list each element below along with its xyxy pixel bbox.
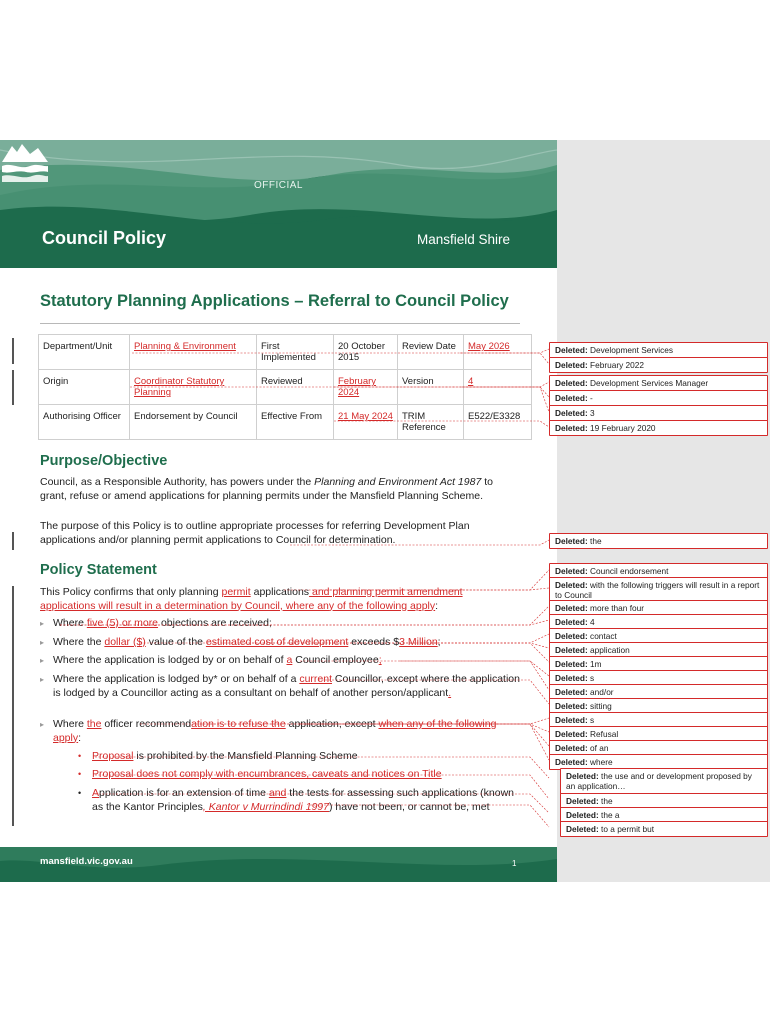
comment-label: Deleted: bbox=[555, 729, 588, 739]
text-run: Where bbox=[53, 617, 87, 629]
inserted-text: and bbox=[268, 787, 287, 799]
inserted-text: ation is to refuse the bbox=[191, 718, 286, 730]
comment-label: Deleted: bbox=[555, 423, 588, 433]
inserted-text: and planning permit amendment applications will result in a determination by Council, where any of the following apply bbox=[40, 586, 463, 612]
table-cell: Endorsement by Council bbox=[130, 405, 257, 440]
text-run: Council employee bbox=[292, 654, 379, 666]
policy-statement-heading: Policy Statement bbox=[40, 562, 157, 578]
change-bar bbox=[12, 370, 14, 405]
table-cell bbox=[464, 335, 532, 370]
table-cell: Department/Unit bbox=[39, 335, 130, 370]
comment-label: Deleted: bbox=[555, 378, 588, 388]
comment-text: application bbox=[590, 645, 630, 655]
inserted-text: current bbox=[299, 673, 333, 685]
text-run: the tests for assessing such applications (known as the Kantor Principles bbox=[92, 787, 515, 813]
inserted-text: . bbox=[448, 686, 452, 699]
footer-website: mansfield.vic.gov.au bbox=[40, 856, 133, 867]
table-cell: 20 October 2015 bbox=[334, 335, 398, 370]
comment-text: of an bbox=[590, 743, 609, 753]
comment-label: Deleted: bbox=[555, 659, 588, 669]
table-cell bbox=[334, 370, 398, 405]
inserted-text: Proposal does not comply with encumbrances, caveats and notices on Title bbox=[92, 768, 442, 780]
act-title: Planning and Environment Act 1987 bbox=[314, 476, 482, 488]
comment-label: Deleted: bbox=[566, 796, 599, 806]
text-run: : bbox=[435, 599, 439, 612]
bullet-arrow-icon: ▸ bbox=[40, 619, 45, 628]
comment-text: s bbox=[590, 673, 595, 683]
comment-text: the bbox=[601, 796, 613, 806]
comment-label: Deleted: bbox=[555, 360, 588, 370]
comment-text: 19 February 2020 bbox=[590, 423, 656, 433]
deleted-comment[interactable] bbox=[560, 768, 768, 794]
list-item bbox=[40, 636, 520, 650]
table-row bbox=[39, 405, 532, 440]
table-row bbox=[39, 370, 532, 405]
comment-label: Deleted: bbox=[555, 580, 588, 590]
comment-text: s bbox=[590, 715, 595, 725]
deleted-comment[interactable] bbox=[549, 405, 768, 421]
comment-text: 4 bbox=[590, 617, 595, 627]
table-cell bbox=[334, 405, 398, 440]
text-run: This Policy confirms that only planning bbox=[40, 586, 222, 598]
table-cell: First Implemented bbox=[257, 335, 334, 370]
bullet-arrow-icon: ▸ bbox=[40, 656, 45, 665]
inserted-text: the bbox=[86, 718, 102, 730]
comment-text: Council endorsement bbox=[590, 566, 669, 576]
inserted-text: ; bbox=[378, 654, 382, 666]
table-cell: E522/E3328 bbox=[464, 405, 532, 440]
text-run: officer recommend bbox=[101, 718, 192, 730]
sub-list-item bbox=[78, 787, 523, 814]
table-row bbox=[39, 335, 532, 370]
bullet-arrow-icon: ▸ bbox=[40, 675, 45, 684]
comment-text: Development Services bbox=[590, 345, 674, 355]
comment-text: contact bbox=[590, 631, 617, 641]
comment-label: Deleted: bbox=[555, 701, 588, 711]
comment-label: Deleted: bbox=[555, 393, 588, 403]
inserted-text: estimated cost of development bbox=[205, 636, 349, 648]
bullet-arrow-icon: ▸ bbox=[40, 720, 45, 729]
table-cell bbox=[130, 335, 257, 370]
table-cell: Origin bbox=[39, 370, 130, 405]
inserted-text: permit bbox=[221, 586, 251, 598]
comment-text: with the following triggers will result in a report to Council bbox=[555, 580, 760, 600]
text-run: is prohibited by the Mansfield Planning Scheme bbox=[133, 750, 358, 762]
comment-text: more than four bbox=[590, 603, 645, 613]
comment-text: the bbox=[590, 536, 602, 546]
comment-text: Development Services Manager bbox=[590, 378, 709, 388]
text-run: ; bbox=[437, 636, 441, 648]
text-run: Councillor, except where the application is lodged by a Councillor acting as a consultant on behalf of another person/applicant bbox=[53, 673, 520, 699]
comment-text: the use and or development proposed by an application… bbox=[566, 771, 752, 791]
inserted-text: five (5) or more bbox=[86, 617, 159, 629]
policy-title: Statutory Planning Applications – Referral to Council Policy bbox=[40, 292, 509, 310]
bullet-dot-icon: • bbox=[78, 788, 82, 798]
deleted-comment[interactable] bbox=[560, 821, 768, 837]
text-run: Council, as a Responsible Authority, has powers under the bbox=[40, 476, 315, 488]
inserted-text: 4 bbox=[468, 376, 474, 387]
text-run: Where the bbox=[53, 636, 105, 648]
table-cell bbox=[130, 370, 257, 405]
comment-text: the a bbox=[601, 810, 620, 820]
purpose-heading: Purpose/Objective bbox=[40, 453, 168, 469]
text-run: application, except bbox=[285, 718, 379, 730]
change-bar bbox=[12, 338, 14, 364]
table-cell: Version bbox=[398, 370, 464, 405]
brand-name: Mansfield Shire bbox=[417, 232, 511, 247]
comment-label: Deleted: bbox=[555, 345, 588, 355]
purpose-paragraph-1 bbox=[40, 476, 520, 503]
deleted-comment[interactable] bbox=[549, 342, 768, 358]
inserted-text: when any of the following apply bbox=[53, 718, 497, 744]
deleted-comment[interactable] bbox=[549, 357, 768, 373]
deleted-comment[interactable] bbox=[549, 390, 768, 406]
text-run: applications bbox=[250, 586, 310, 598]
comment-label: Deleted: bbox=[555, 715, 588, 725]
bullet-arrow-icon: ▸ bbox=[40, 638, 45, 647]
deleted-comment[interactable] bbox=[549, 420, 768, 436]
list-item bbox=[40, 617, 520, 631]
comment-text: February 2022 bbox=[590, 360, 645, 370]
inserted-text: a bbox=[286, 654, 293, 666]
comment-label: Deleted: bbox=[555, 408, 588, 418]
inserted-text: February 2024 bbox=[338, 376, 377, 398]
table-cell: Reviewed bbox=[257, 370, 334, 405]
text-run: ) have not been, or cannot be, met bbox=[328, 800, 490, 813]
title-divider bbox=[40, 323, 520, 324]
comment-text: to a permit but bbox=[601, 824, 655, 834]
comment-text: Refusal bbox=[590, 729, 619, 739]
comment-label: Deleted: bbox=[555, 603, 588, 613]
table-cell bbox=[464, 370, 532, 405]
page-footer bbox=[0, 847, 557, 882]
text-run: Where bbox=[53, 718, 87, 730]
comment-text: sitting bbox=[590, 701, 612, 711]
comment-text: and/or bbox=[590, 687, 614, 697]
change-bar bbox=[12, 532, 14, 550]
comment-text: where bbox=[590, 757, 613, 767]
text-run: objections are received; bbox=[158, 617, 272, 629]
text-run: to grant, refuse or amend applications for planning permits under the Mansfield Planning Scheme. bbox=[40, 476, 493, 502]
inserted-text: Coordinator Statutory Planning bbox=[134, 376, 225, 398]
inserted-text: Planning & Environment bbox=[134, 341, 236, 352]
list-item bbox=[40, 654, 520, 668]
comment-label: Deleted: bbox=[555, 687, 588, 697]
inserted-text: A bbox=[92, 787, 100, 799]
bullet-dot-icon: • bbox=[78, 751, 82, 761]
policy-details-table bbox=[38, 334, 532, 440]
page-number: 1 bbox=[512, 859, 517, 868]
comment-label: Deleted: bbox=[555, 617, 588, 627]
sub-list-item bbox=[78, 768, 523, 782]
inserted-text: Proposal bbox=[92, 750, 134, 762]
policy-intro-paragraph bbox=[40, 586, 520, 613]
deleted-comment[interactable] bbox=[549, 375, 768, 391]
text-run: pplication is for an extension of time bbox=[99, 787, 269, 799]
document-type-title: Council Policy bbox=[42, 228, 167, 248]
comment-label: Deleted: bbox=[555, 536, 588, 546]
table-cell: TRIM Reference bbox=[398, 405, 464, 440]
list-item bbox=[40, 673, 520, 700]
comment-label: Deleted: bbox=[566, 824, 599, 834]
change-bar bbox=[12, 586, 14, 826]
deleted-comment[interactable] bbox=[549, 533, 768, 549]
comment-text: 1m bbox=[590, 659, 602, 669]
comment-label: Deleted: bbox=[555, 757, 588, 767]
text-run: Where the application is lodged by or on behalf of bbox=[53, 654, 287, 666]
table-cell: Effective From bbox=[257, 405, 334, 440]
text-run: Where the application is lodged by* or on behalf of a bbox=[53, 673, 300, 685]
mansfield-mountain-logo-icon bbox=[0, 140, 50, 184]
comment-label: Deleted: bbox=[566, 771, 599, 781]
text-run: exceeds $ bbox=[348, 636, 400, 648]
table-cell: Authorising Officer bbox=[39, 405, 130, 440]
comment-text: 3 bbox=[590, 408, 595, 418]
inserted-text: May 2026 bbox=[468, 341, 510, 352]
document-page bbox=[0, 140, 557, 882]
comment-label: Deleted: bbox=[555, 566, 588, 576]
list-item bbox=[40, 718, 520, 745]
bullet-dot-icon: • bbox=[78, 769, 82, 779]
comment-label: Deleted: bbox=[566, 810, 599, 820]
inserted-text: , Kantor v Murrindindi 1997 bbox=[202, 800, 329, 813]
inserted-text: dollar ($) bbox=[104, 636, 146, 648]
comment-label: Deleted: bbox=[555, 743, 588, 753]
text-run: value of the bbox=[145, 636, 206, 648]
comment-label: Deleted: bbox=[555, 631, 588, 641]
comment-label: Deleted: bbox=[555, 645, 588, 655]
table-cell: Review Date bbox=[398, 335, 464, 370]
classification-label: OFFICIAL bbox=[253, 180, 303, 191]
comment-text: - bbox=[590, 393, 593, 403]
inserted-text: 21 May 2024 bbox=[338, 411, 393, 422]
text-run: : bbox=[78, 731, 82, 744]
page-header bbox=[0, 140, 557, 268]
sub-list-item bbox=[78, 750, 523, 764]
inserted-text: 3 Million bbox=[399, 636, 438, 648]
comment-label: Deleted: bbox=[555, 673, 588, 683]
purpose-paragraph-2: The purpose of this Policy is to outline appropriate processes for referring Development Plan applications and/or planning permit applications to Council for determination. bbox=[40, 520, 470, 546]
